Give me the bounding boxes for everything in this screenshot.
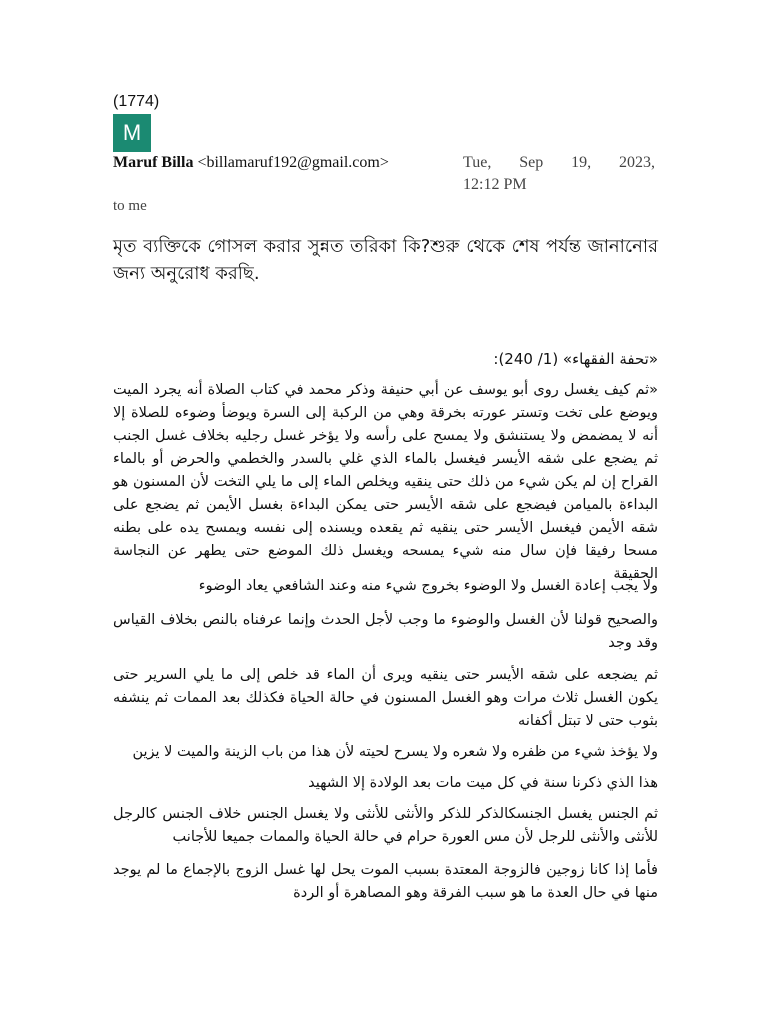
recipient-label[interactable]: to me: [113, 198, 147, 214]
source-citation: «تحفة الفقهاء» (1/ 240):: [493, 350, 658, 368]
sender-avatar[interactable]: M: [113, 114, 151, 152]
arabic-paragraph-8: فأما إذا كانا زوجين فالزوجة المعتدة بسبب الموت يحل لها غسل الزوج بالإجماع ما لم يوجد منها في حال العدة ما هو سبب الفرقة وهو المصاهرة أو الردة: [113, 862, 658, 901]
date-year: 2023,: [618, 154, 655, 171]
arabic-paragraph-2: ولا يجب إعادة الغسل ولا الوضوء بخروج شيء منه وعند الشافعي يعاد الوضوء: [198, 578, 658, 594]
arabic-paragraph-3: والصحيح قولنا لأن الغسل والوضوء ما وجب لأجل الحدث وإنما عرفناه بالنص بخلاف القياس وقد وجد: [113, 612, 658, 651]
sender-line: [113, 154, 389, 172]
arabic-paragraph-1: «ثم كيف يغسل روى أبو يوسف عن أبي حنيفة وذكر محمد في كتاب الصلاة أنه يجرد الميت ويوضع على تخت وتستر عورته بخرقة وهي من الركبة إلى السرة ويوضأ وضوءه للصلاة إلا أنه لا يمضمض ولا يستنشق ولا يمسح على رأسه ولا يؤخر غسل رجليه بخلاف غسل الجنب ثم يضجع على شقه الأيسر فيغسل بالماء الذي غلي بالسدر والخطمي والحرض أو بالماء القراح إن لم يكن شيء من ذلك حتى ينقيه ويخلص الماء إلى ما يلي التخت لأن المسنون هو البداءة بالميامن فيضجع على شقه الأيسر حتى يمكن البداءة بغسل الأيمن ثم يضجع على شقه الأيمن فيغسل الأيسر حتى ينقيه ثم يقعده ويسنده إلى نفسه ويمسح يده على بطنه مسحا رفيقا فإن سال منه شيء يمسحه ويغسل ذلك الموضع حتى يطهر عن النجاسة الحقيقة: [113, 382, 658, 582]
sender-name[interactable]: Maruf Billa: [113, 154, 194, 171]
date-day: 19,: [571, 154, 592, 171]
date-weekday: Tue,: [463, 154, 492, 171]
arabic-paragraph-4: ثم يضجعه على شقه الأيسر حتى ينقيه ويرى أن الماء قد خلص إلى ما يلي السرير حتى يكون الغسل ثلاث مرات وهو الغسل المسنون في حالة الحياة فكذلك بعد الممات ثم ينشفه بثوب حتى لا تبتل أكفانه: [113, 667, 658, 729]
sender-email[interactable]: <billamaruf192@gmail.com>: [197, 154, 389, 171]
arabic-paragraph-6: هذا الذي ذكرنا سنة في كل ميت مات بعد الولادة إلا الشهيد: [308, 775, 658, 791]
date-time: 12:12 PM: [463, 176, 527, 193]
date-line: [463, 154, 655, 172]
message-number: (1774): [113, 93, 160, 110]
arabic-paragraph-5: ولا يؤخذ شيء من ظفره ولا شعره ولا يسرح لحيته لأن هذا من باب الزينة والميت لا يزين: [132, 744, 658, 760]
date-month: Sep: [519, 154, 544, 171]
arabic-paragraph-7: ثم الجنس يغسل الجنسكالذكر للذكر والأنثى للأنثى ولا يغسل الجنس خلاف الجنس كالرجل للأنثى والأنثى للرجل لأن مس العورة حرام في حالة الحياة والممات جميعا للأجانب: [113, 806, 658, 845]
question-text: মৃত ব্যক্তিকে গোসল করার সুন্নত তরিকা কি?শুরু থেকে শেষ পর্যন্ত জানানোর জন্য অনুরোধ করছি.: [113, 236, 658, 284]
